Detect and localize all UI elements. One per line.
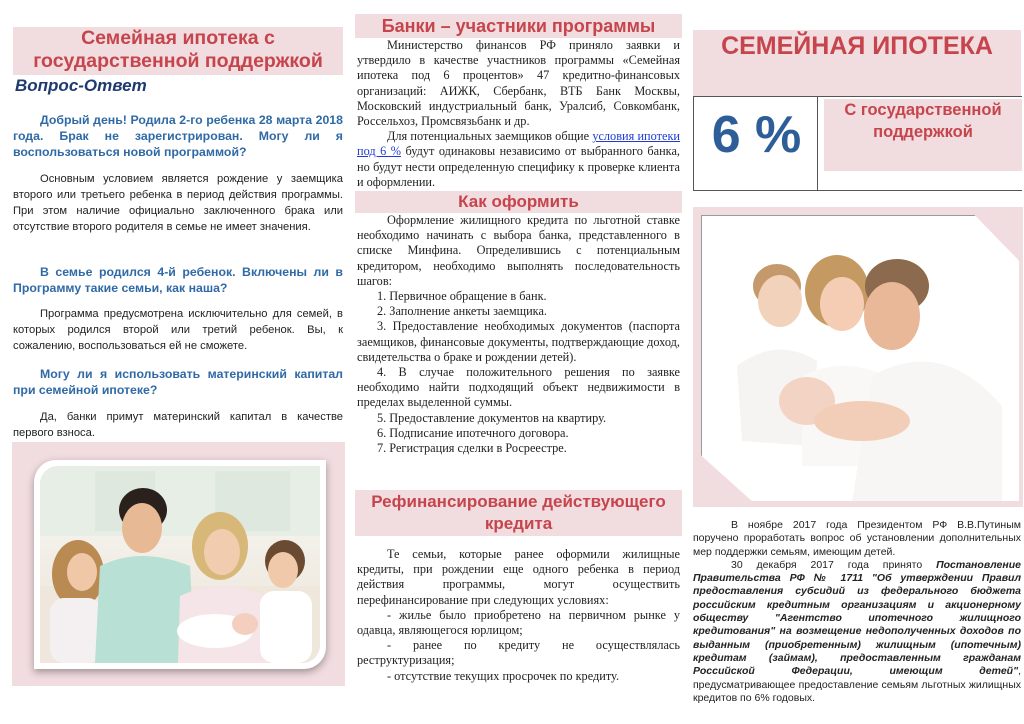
- step-4: 4. В случае положительного решения по заявке необходимо найти подходящий объект недвижимости в пределах выделенной суммы.: [357, 365, 680, 410]
- step-7: 7. Регистрация сделки в Росреестре.: [377, 441, 567, 456]
- step-5: 5. Предоставление документов на квартиру.: [377, 410, 607, 425]
- refinance-condition-3: - отсутствие текущих просрочек по кредиту.: [387, 668, 620, 683]
- faq-answer-2: Программа предусмотрена исключительно для семей, в которых родился второй или третий ребенок. Вы, к сожалению, воспользоваться ей не сможете.: [13, 308, 343, 352]
- faq-question-1: Добрый день! Родила 2-го ребенка 28 марта 2018 года. Брак не зарегистрирован. Могу ли я воспользоваться новой программой?: [13, 113, 343, 159]
- refinance-condition-1: - жилье было приобретено на первичном рынке у одавца, являющегося юрлицом;: [357, 607, 680, 638]
- family-photo: [40, 466, 320, 663]
- refinance-condition-2: - ранее по кредиту не осуществлялась реструктуризация;: [357, 638, 680, 668]
- family-photo-illustration: [40, 466, 320, 663]
- presidential-order-text: [693, 519, 1021, 705]
- refinance-heading: Рефинансирование действующего кредита: [355, 490, 682, 536]
- banks-conditions-paragraph: [357, 129, 680, 190]
- step-1: 1. Первичное обращение в банк.: [377, 289, 547, 304]
- decree-paragraph: [693, 559, 1021, 705]
- decree-text-before: 30 декабря 2017 года принято: [731, 558, 937, 571]
- decree-title: Постановление Правительства РФ № 1711 "Об утверждении Правил предоставления субсидий из федерального бюджета российским кредитным организациям и акционерному обществу "Агентство ипотечного жилищного кредитования" на возмещение недополученных доходов по выданным (приобретенным) жилищным (ипотечным) кредитам (займам), предоставленным гражданам Российской Федерации, имеющим детей": [693, 558, 1021, 678]
- cover-subtitle-box: [818, 96, 1022, 191]
- cover-subtitle: С государственной поддержкой: [824, 99, 1022, 171]
- conditions-text-after: будут одинаковы независимо от выбранного банка, но будут нести определенную специфику к проверке клиента и оформлении.: [357, 144, 680, 189]
- step-6: 6. Подписание ипотечного договора.: [377, 425, 569, 440]
- rate-box: [693, 96, 818, 191]
- rate-value: 6 %: [711, 106, 802, 164]
- faq-subtitle: Вопрос-Ответ: [15, 76, 147, 95]
- faq-answer-3: Да, банки примут материнский капитал в качестве первого взноса.: [13, 411, 343, 439]
- step-3: 3. Предоставление необходимых документов (паспорта заемщиков, финансовые документы, подтверждающие доход, свидетельства о браке и рождении детей).: [357, 319, 680, 364]
- parents-with-baby-photo: [701, 215, 1019, 501]
- cover-title: СЕМЕЙНАЯ ИПОТЕКА: [693, 30, 1021, 96]
- how-to-apply-section: [357, 213, 680, 456]
- left-photo-panel: [12, 442, 345, 686]
- right-photo-panel: [693, 207, 1023, 507]
- banks-paragraph: Министерство финансов РФ приняло заявки и утвердило в качестве участников программы «Семейная ипотека под 6 процентов» 47 кредитно-финансовых организаций: АИЖК, Сбербанк, ВТБ Банк Москвы, Московский индустриальный банк, Уралсиб, Совкомбанк, Россельхоз, Промсвязьбанк и др.: [357, 38, 680, 129]
- how-to-apply-heading: Как оформить: [355, 191, 682, 213]
- refinance-section: [357, 547, 680, 684]
- faq-answer-1: Основным условием является рождение у заемщика второго или третьего ребенка в период действия программы. При этом наличие официально заключенного брака или отсутствие второго родителя в семье не имеет значения.: [13, 173, 343, 233]
- refinance-intro: Те семьи, которые ранее оформили жилищные кредиты, при рождении еще одного ребенка в период действия программы, могут осуществить перефинансирование при следующих условиях:: [357, 547, 680, 607]
- left-photo-frame: [34, 460, 326, 669]
- left-title: Семейная ипотека с государственной поддержкой: [13, 27, 343, 75]
- faq-question-3: Могу ли я использовать материнский капитал при семейной ипотеке?: [13, 367, 343, 397]
- banks-section: [357, 38, 680, 190]
- mortgage-conditions-link[interactable]: условия ипотеки под 6 %: [357, 129, 680, 159]
- parents-photo-illustration: [702, 216, 1020, 502]
- decree-text-after: , предусматривающее предоставление семьям льготных жилищных кредитов по 6% годовых.: [693, 665, 1021, 704]
- faq-question-2: В семье родился 4-й ребенок. Включены ли в Программу такие семьи, как наша?: [13, 265, 343, 295]
- banks-heading: Банки – участники программы: [355, 14, 682, 38]
- step-2: 2. Заполнение анкеты заемщика.: [377, 304, 547, 319]
- presidential-order-paragraph: В ноябре 2017 года Президентом РФ В.В.Путиным поручено проработать вопрос об установлении дополнительных мер поддержки семьям, имеющим детей.: [693, 519, 1021, 558]
- how-to-apply-intro: Оформление жилищного кредита по льготной ставке необходимо начинать с выбора банка, представленного в списке Минфина. Определившись с потенциальным кредитором, необходимо выполнять последовательность шагов:: [357, 213, 680, 288]
- conditions-text-before: Для потенциальных заемщиков общие: [387, 129, 593, 144]
